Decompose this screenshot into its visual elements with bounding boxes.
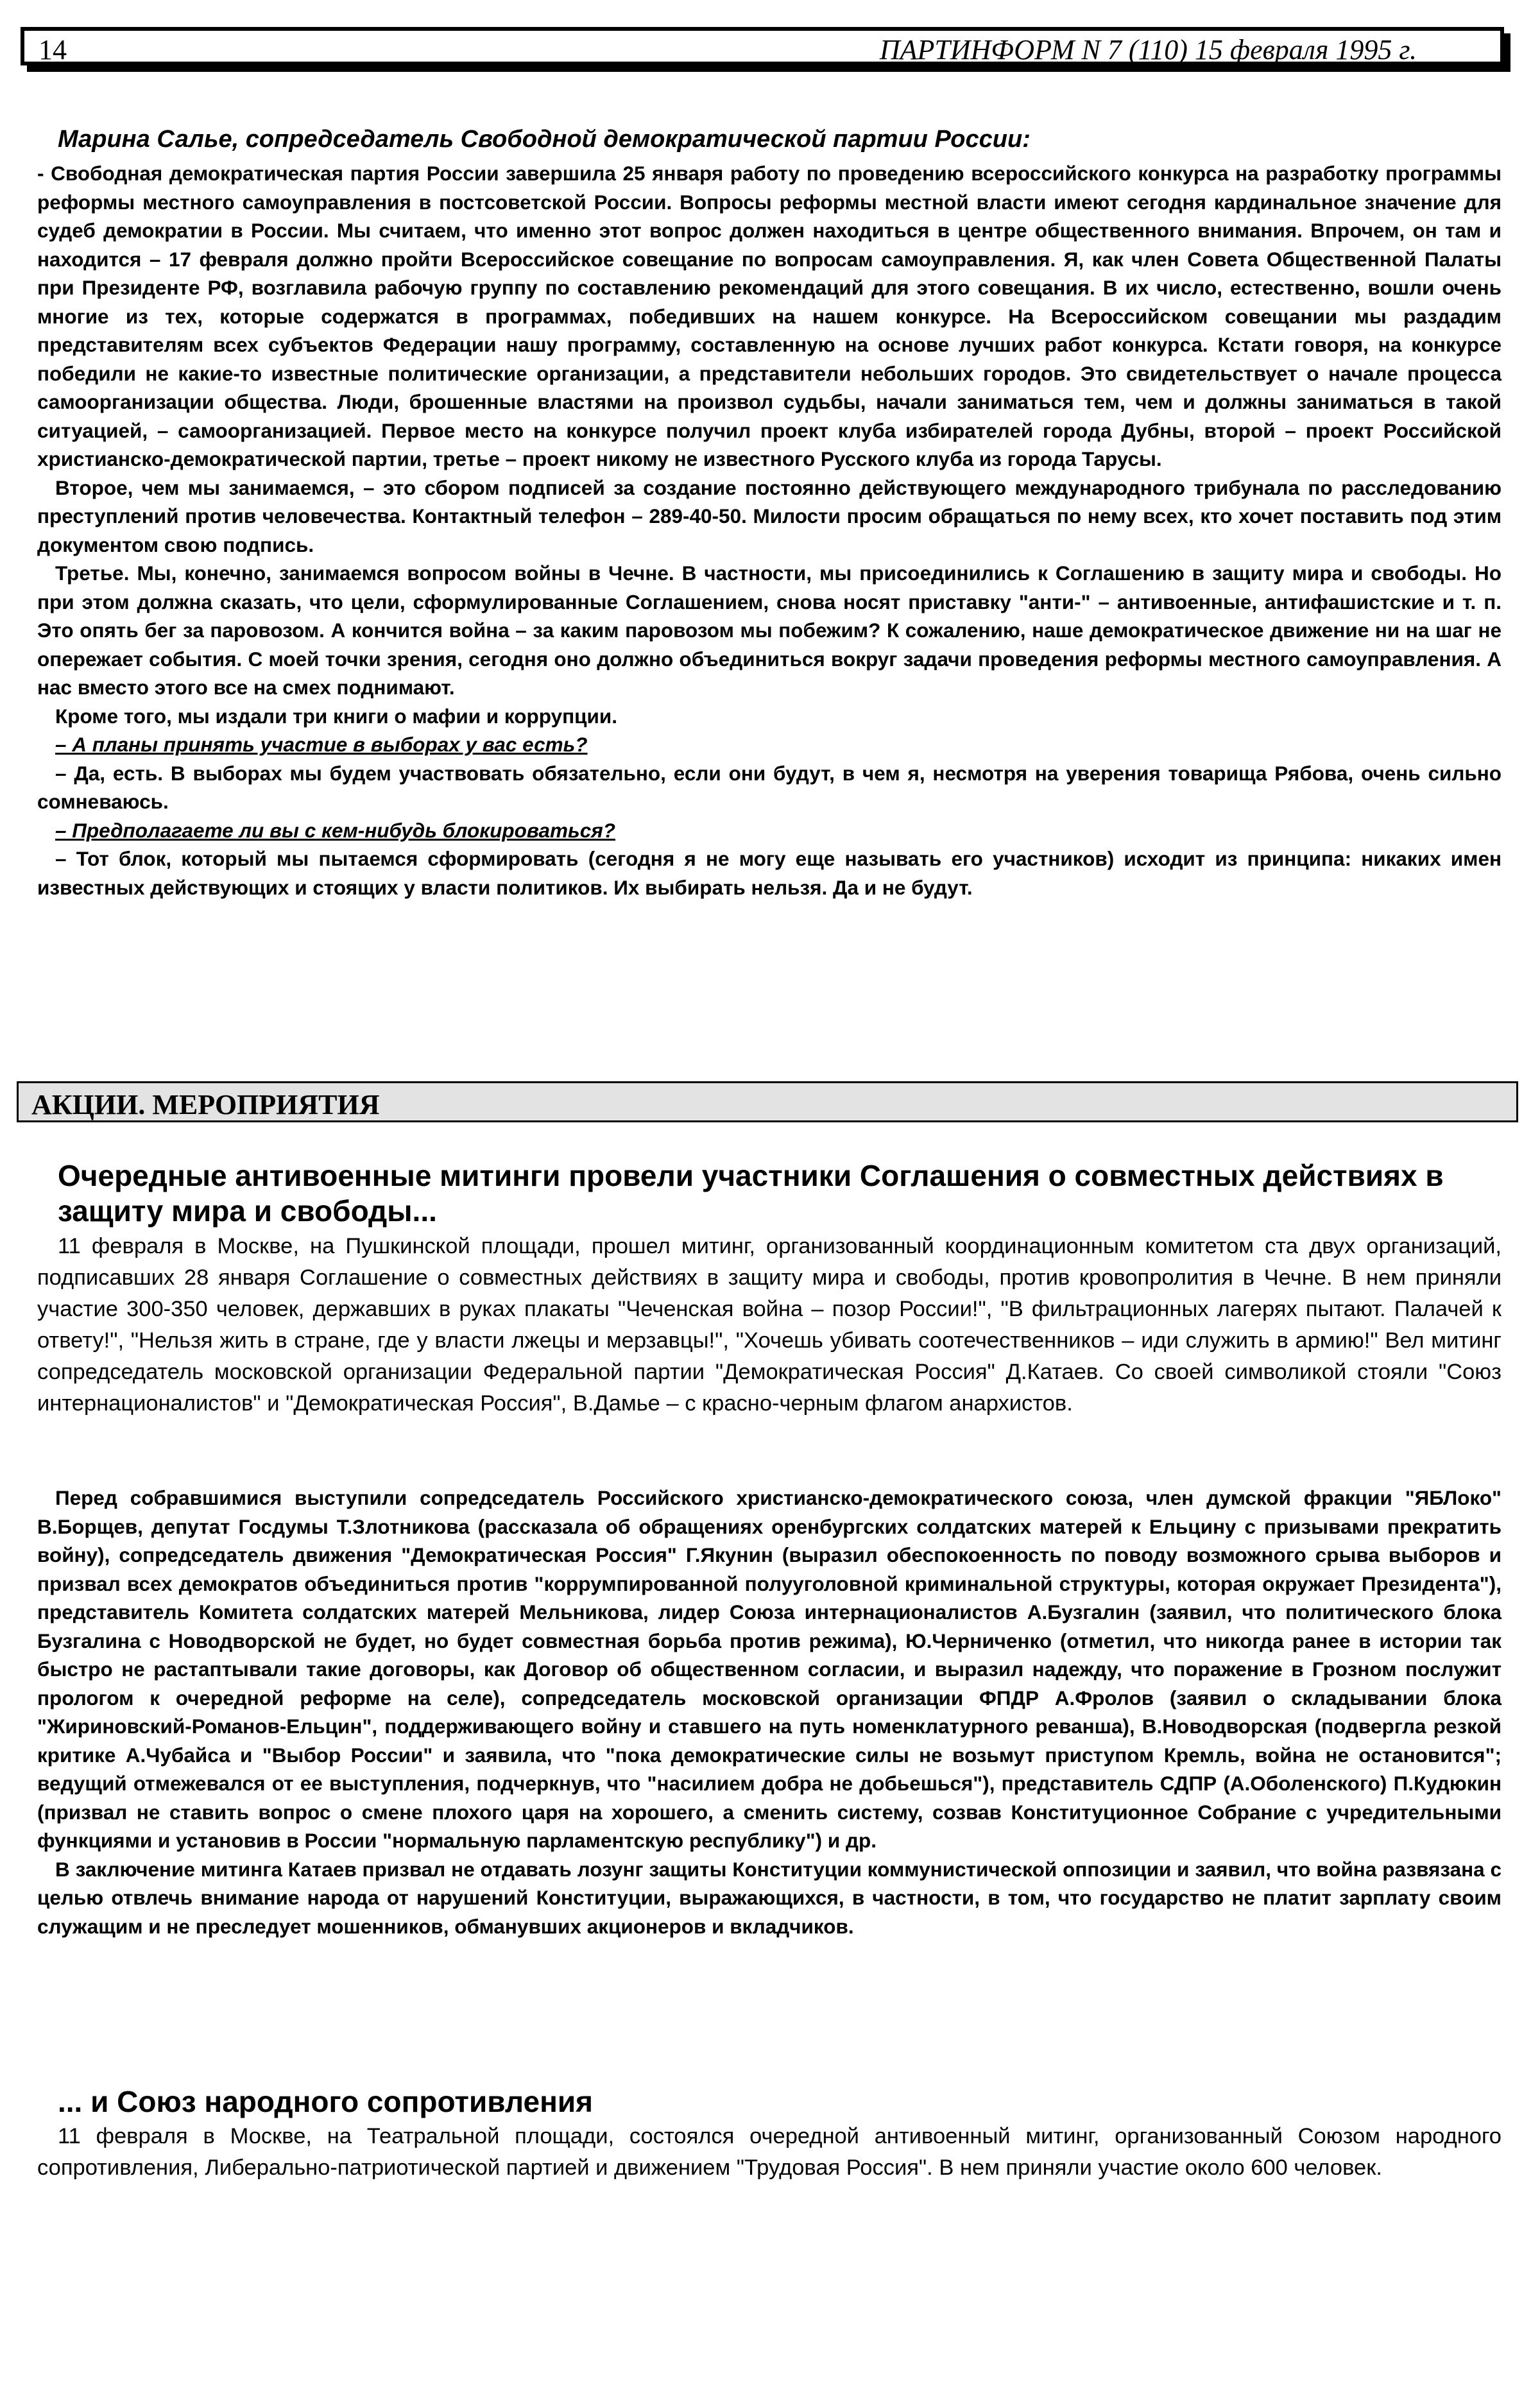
- article-body: [37, 2121, 1502, 2184]
- article-paragraph: Перед собравшимися выступили сопредседатель Российского христианско-демократического союза, член думской фракции "ЯБЛоко" В.Борщев, депутат Госдумы Т.Злотникова (рассказала об обращениях оренбургских солдатских матерей к Ельцину с призывами прекратить войну), сопредседатель движения "Демократическая Россия" Г.Якунин (выразил обеспокоенность по поводу возможного срыва выборов и призвал всех демократов объединиться против "коррумпированной полууголовной криминальной структуры, которая окружает Президента"), представитель Комитета солдатских матерей Мельникова, лидер Союза интернационалистов А.Бузгалин (заявил, что политического блока Бузгалина с Новодворской не будет, но будет совместная борьба против режима), Ю.Черниченко (отметил, что никогда ранее в истории так быстро не растаптывали такие договоры, как Договор об общественном согласии, и выразил надежду, что поражение в Грозном послужит прологом к очередной реформе на селе), сопредседатель московской организации ФПДР А.Фролов (заявил о складывании блока "Жириновский-Романов-Ельцин", поддерживающего войну и ставшего на путь номенклатурного реванша), В.Новодворская (подвергла резкой критике А.Чубайса и "Выбор России" и заявила, что "пока демократические силы не возьмут приступом Кремль, война не остановится"; ведущий отмежевался от ее выступления, подчеркнув, что "насилием добра не добьешься"), представитель СДПР (А.Оболенского) П.Кудюкин (призвал не ставить вопрос о смене плохого царя на хорошего, а сменить систему, созвав Конституционное Собрание с учредительными функциями и установив в России "нормальную парламентскую республику") и др.: [37, 1486, 1502, 1852]
- article-headline: Очередные антивоенные митинги провели участники Соглашения о совместных действиях в защиту мира и свободы...: [58, 1159, 1444, 1228]
- article-paragraph: 11 февраля в Москве, на Пушкинской площади, прошел митинг, организованный координационным комитетом ста двух организаций, подписавших 28 января Соглашение о совместных действиях в защиту мира и свободы, против кровопролития в Чечне. В нем приняли участие 300-350 человек, державших в руках плакаты "Чеченская война – позор России!", "В фильтрационных лагерях пытают. Палачей к ответу!", "Нельзя жить в стране, где у власти лжецы и мерзавцы!", "Хочешь убивать соотечественников – иди служить в армию!" Вел митинг сопредседатель московской организации Федеральной партии "Демократическая Россия" Д.Катаев. Со своей символикой стояли "Союз интернационалистов" и "Демократическая Россия", В.Дамье – с красно-черным флагом анархистов.: [37, 1234, 1502, 1416]
- article-paragraph: В заключение митинга Катаев призвал не отдавать лозунг защиты Конституции коммунистической оппозиции и заявил, что война развязана с целью отвлечь внимание народа от нарушений Конституции, выражающихся, в частности, в том, что государство не платит зарплату своим служащим и не преследует мошенников, обманувших акционеров и вкладчиков.: [37, 1857, 1502, 1938]
- interview-paragraph: Второе, чем мы занимаемся, – это сбором подписей за создание постоянно действующего международного трибунала по расследованию преступлений против человечества. Контактный телефон – 289-40-50. Милости просим обращаться по нему всех, кто хочет поставить под этим документом свою подпись.: [37, 476, 1502, 556]
- article-paragraph: 11 февраля в Москве, на Театральной площади, состоялся очередной антивоенный митинг, организованный Союзом народного сопротивления, Либерально-патриотической партией и движением "Трудовая Россия". В нем приняли участие около 600 человек.: [37, 2124, 1502, 2180]
- article-details: [37, 1484, 1502, 1941]
- interview-body: [37, 159, 1502, 902]
- interview-paragraph: Третье. Мы, конечно, занимаемся вопросом войны в Чечне. В частности, мы присоединились к Соглашению в защиту мира и свободы. Но при этом должна сказать, что цели, сформулированные Соглашением, снова носят приставку "анти-" – антивоенные, антифашистские и т. п. Это опять бег за паровозом. А кончится война – за каким паровозом мы побежим? К сожалению, наше демократическое движение ни на шаг не опережает события. С моей точки зрения, сегодня оно должно объединиться вокруг задачи проведения реформы местного самоуправления. А нас вместо этого все на смех поднимают.: [37, 561, 1502, 699]
- article-lead: [37, 1231, 1502, 1419]
- issue-title: ПАРТИНФОРМ N 7 (110) 15 февраля 1995 г.: [879, 34, 1417, 65]
- page-number: 14: [38, 34, 67, 65]
- page-header: [21, 27, 1504, 65]
- interview-answer: – Тот блок, который мы пытаемся сформировать (сегодня я не могу еще называть его участников) исходит из принципа: никаких имен известных действующих и стоящих у власти политиков. Их выбирать нельзя. Да и не будут.: [37, 847, 1502, 899]
- section-title: АКЦИИ. МЕРОПРИЯТИЯ: [31, 1089, 380, 1120]
- interview-answer: – Да, есть. В выборах мы будем участвовать обязательно, если они будут, в чем я, несмотря на уверения товарища Рябова, очень сильно сомневаюсь.: [37, 761, 1502, 813]
- section-header: [17, 1081, 1518, 1122]
- interview-paragraph: - Свободная демократическая партия России завершила 25 января работу по проведению всероссийского конкурса на разработку программы реформы местного самоуправления в постсоветской России. Вопросы реформы местной власти имеют сегодня кардинальное значение для судеб демократии в России. Мы считаем, что именно этот вопрос должен находиться в центре общественного внимания. Впрочем, он там и находится – 17 февраля должно пройти Всероссийское совещание по вопросам самоуправления. Я, как член Совета Общественной Палаты при Президенте РФ, возглавила рабочую группу по составлению рекомендаций для этого совещания. В их число, естественно, вошли очень многие из тех, которые содержатся в программах, победивших на нашем конкурсе. На Всероссийском совещании мы раздадим представителям всех субъектов Федерации нашу программу, составленную на основе лучших работ конкурса. Кстати говоря, на конкурсе победили не какие-то известные политические организации, а представители небольших городов. Это свидетельствует о начале процесса самоорганизации общества. Люди, брошенные властями на произвол судьбы, начали заниматься тем, чем и должны заниматься в такой ситуацией, – самоорганизацией. Первое место на конкурсе получил проект клуба избирателей города Дубны, второй – проект Российской христианско-демократической партии, третье – проект никому не известного Русского клуба из города Тарусы.: [37, 162, 1502, 470]
- interview-question: – А планы принять участие в выборах у вас есть?: [55, 733, 588, 756]
- interview-title: Марина Салье, сопредседатель Свободной демократической партии России:: [58, 126, 1031, 153]
- interview-question: – Предполагаете ли вы с кем-нибудь блокироваться?: [55, 818, 616, 842]
- interview-paragraph: Кроме того, мы издали три книги о мафии и коррупции.: [55, 704, 617, 728]
- article-headline: ... и Союз народного сопротивления: [58, 2085, 593, 2118]
